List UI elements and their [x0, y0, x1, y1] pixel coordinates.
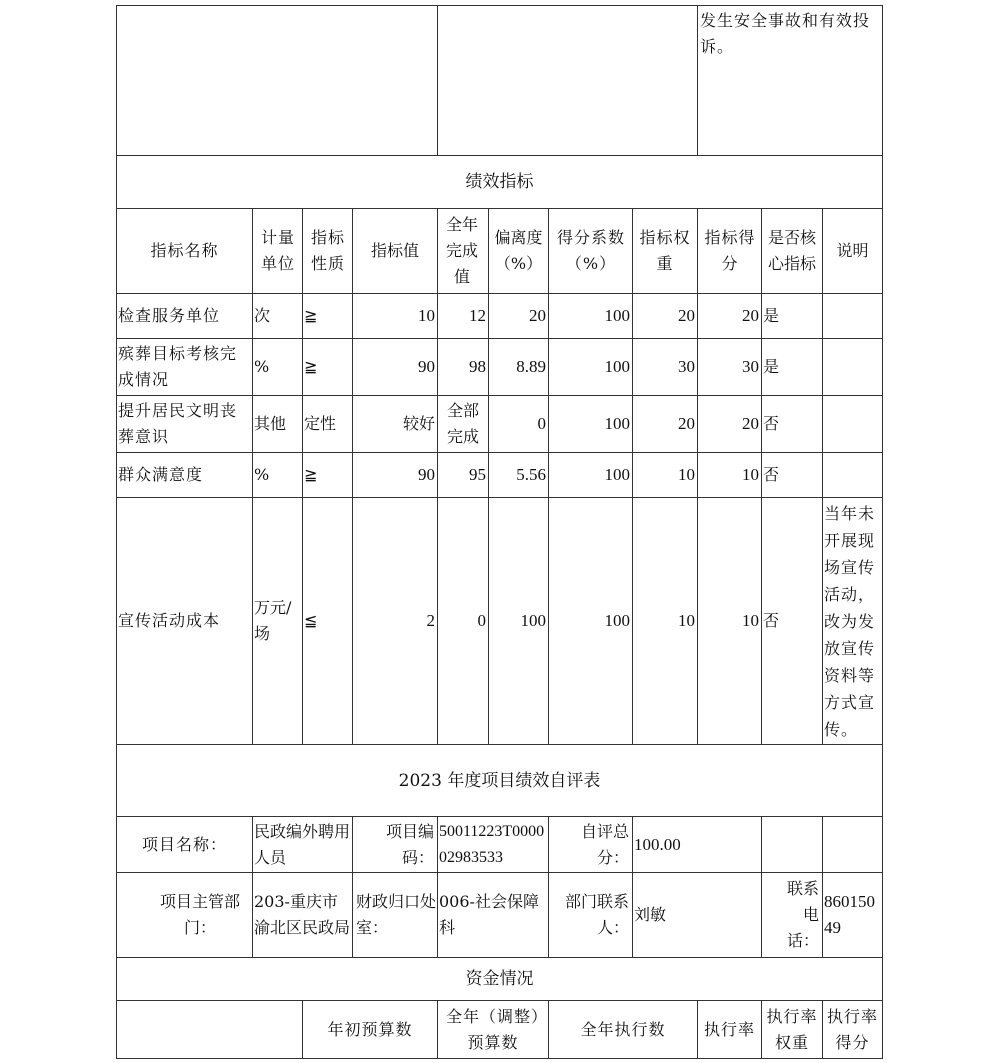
grid-line	[116, 1058, 883, 1059]
grid-line	[761, 208, 762, 744]
indicator-name: 提升居民文明丧葬意识	[118, 401, 238, 446]
header-exec-rate: 执行率	[703, 1019, 755, 1039]
grid-line	[437, 1000, 438, 1058]
indicator-coefficient: 100	[604, 611, 630, 630]
grid-line	[822, 816, 823, 957]
header-score-coefficient: 得分系数（%）	[556, 228, 625, 273]
header-deviation: 偏离度（%）	[494, 228, 543, 273]
indicator-remark	[824, 294, 881, 338]
header-indicator-name: 指标名称	[150, 241, 219, 260]
header-weight: 指标权重	[639, 228, 691, 273]
indicator-target: 10	[418, 306, 435, 325]
indicator-actual: 0	[477, 611, 486, 630]
top-note: 发生安全事故和有效投诉。	[700, 11, 871, 56]
indicator-core: 是	[763, 357, 780, 376]
indicator-target: 90	[418, 357, 435, 376]
finance-office-value: 006-社会保障科	[439, 892, 539, 937]
indicator-score: 10	[742, 465, 759, 484]
grid-line	[548, 816, 549, 957]
dept-label: 项目主管部门：	[159, 892, 240, 937]
header-initial-budget: 年初预算数	[327, 1019, 413, 1039]
header-core: 是否核心指标	[767, 228, 816, 273]
grid-line	[761, 1000, 762, 1058]
indicator-target: 90	[418, 465, 435, 484]
grid-line	[437, 5, 438, 155]
indicator-remark: 当年未开展现场宣传活动，改为发放宣传资料等方式宣传。	[824, 503, 876, 739]
indicator-score: 20	[742, 414, 759, 433]
indicator-target: 较好	[402, 414, 435, 433]
header-remark: 说明	[836, 241, 869, 260]
indicator-core: 是	[763, 306, 780, 325]
indicator-score: 10	[742, 611, 759, 630]
indicator-unit: 次	[254, 306, 271, 325]
total-score-value: 100.00	[634, 834, 681, 854]
funds-title: 资金情况	[465, 969, 534, 989]
contact-label: 部门联系人：	[564, 892, 629, 937]
indicator-weight: 20	[678, 414, 695, 433]
indicator-unit: 万元/场	[254, 598, 292, 643]
dept-value: 203-重庆市渝北区民政局	[254, 892, 351, 937]
grid-line	[882, 5, 883, 1059]
header-nature: 指标性质	[310, 228, 345, 273]
indicator-nature: ≧	[304, 465, 318, 484]
indicator-coefficient: 100	[604, 306, 630, 325]
indicator-core: 否	[763, 414, 780, 433]
grid-line	[302, 208, 303, 744]
header-executed: 全年执行数	[580, 1019, 666, 1039]
indicator-weight: 30	[678, 357, 695, 376]
grid-line	[252, 816, 253, 957]
header-target: 指标值	[370, 241, 419, 260]
project-name-value: 民政编外聘用人员	[254, 821, 351, 867]
indicator-nature: ≧	[304, 357, 318, 376]
indicator-score: 20	[742, 306, 759, 325]
indicator-remark	[824, 396, 881, 452]
indicators-title: 绩效指标	[465, 172, 534, 192]
indicator-core: 否	[763, 465, 780, 484]
header-actual: 全年完成值	[445, 215, 478, 286]
indicator-deviation: 0	[537, 414, 546, 433]
indicator-unit: %	[254, 357, 270, 376]
indicator-actual: 全部完成	[446, 401, 479, 446]
indicator-deviation: 8.89	[516, 357, 546, 376]
indicator-unit: %	[254, 465, 270, 484]
grid-line	[352, 816, 353, 957]
grid-line	[761, 816, 762, 957]
indicator-unit: 其他	[254, 414, 287, 433]
finance-office-label: 财政归口处室：	[356, 892, 437, 937]
header-score: 指标得分	[704, 228, 756, 273]
indicator-remark	[824, 339, 881, 395]
indicator-coefficient: 100	[604, 465, 630, 484]
grid-line	[822, 1000, 823, 1058]
indicator-target: 2	[426, 611, 435, 630]
indicator-weight: 10	[678, 465, 695, 484]
grid-line	[437, 816, 438, 957]
indicator-deviation: 5.56	[516, 465, 546, 484]
project-code-label: 项目编码：	[385, 821, 434, 867]
indicator-coefficient: 100	[604, 414, 630, 433]
indicator-actual: 98	[469, 357, 486, 376]
indicator-name: 群众满意度	[118, 465, 204, 484]
grid-line	[116, 5, 883, 6]
project-code-value: 50011223T000002983533	[439, 822, 545, 866]
indicator-core: 否	[763, 611, 780, 630]
grid-line	[697, 5, 698, 155]
indicator-name: 宣传活动成本	[118, 611, 221, 630]
self-eval-title: 2023 年度项目绩效自评表	[398, 770, 601, 791]
header-exec-score: 执行率得分	[826, 1006, 878, 1052]
indicator-deviation: 100	[520, 611, 546, 630]
indicator-remark	[824, 453, 881, 497]
header-adjusted-budget: 全年（调整）预算数	[445, 1006, 540, 1052]
indicator-actual: 95	[469, 465, 486, 484]
header-exec-weight: 执行率权重	[766, 1006, 818, 1052]
indicator-nature: ≧	[304, 306, 318, 325]
phone-label: 联系电话：	[786, 879, 819, 950]
indicator-nature: ≦	[304, 611, 318, 630]
header-unit: 计量单位	[260, 228, 295, 273]
grid-line	[252, 208, 253, 744]
indicator-coefficient: 100	[604, 357, 630, 376]
indicator-weight: 20	[678, 306, 695, 325]
indicator-deviation: 20	[529, 306, 546, 325]
phone-value: 86015049	[824, 892, 875, 937]
indicator-nature: 定性	[304, 414, 337, 433]
contact-value: 刘敏	[634, 905, 667, 924]
indicator-weight: 10	[678, 611, 695, 630]
total-score-label: 自评总分：	[580, 821, 629, 867]
grid-line	[632, 816, 633, 957]
project-name-label: 项目名称：	[141, 834, 227, 854]
indicator-name: 检查服务单位	[118, 306, 221, 325]
indicator-name: 殡葬目标考核完成情况	[118, 344, 238, 389]
indicator-score: 30	[742, 357, 759, 376]
indicator-actual: 12	[469, 306, 486, 325]
